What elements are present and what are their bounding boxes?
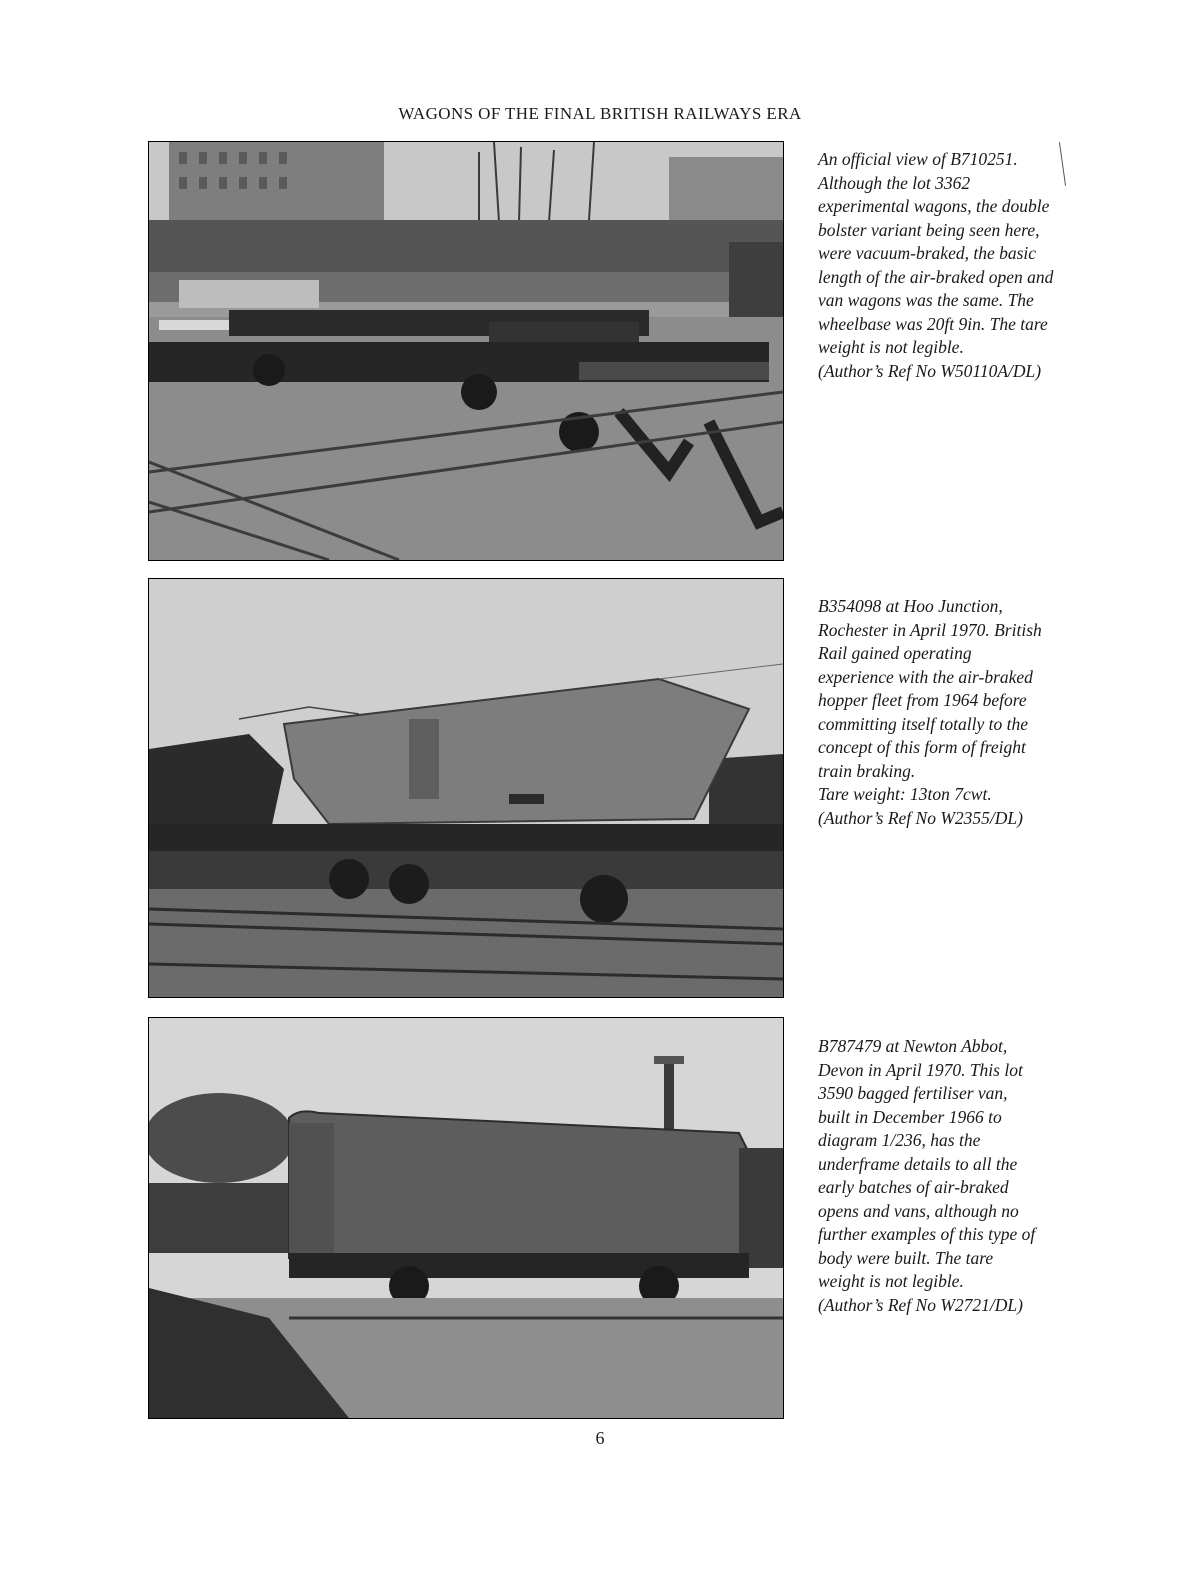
page-number: 6 <box>595 1428 605 1448</box>
caption-figure-3: B787479 at Newton Abbot, Devon in April 1970. This lot 3590 bagged fertiliser van, built in December 1966 to diagram 1/236, has the underframe details to all the early batches of air-braked opens and vans, although no further examples of this type of body were built. The tare weight is not legible. (Author’s Ref No W2721/DL) <box>818 1036 1036 1315</box>
page-title: WAGONS OF THE FINAL BRITISH RAILWAYS ERA <box>398 104 802 123</box>
caption-figure-2: B354098 at Hoo Junction, Rochester in April 1970. British Rail gained operating experience with the air-braked hopper fleet from 1964 before committing itself totally to the concept of this form of freight train braking. Tare weight: 13ton 7cwt. (Author’s Ref No W2355/DL) <box>818 596 1042 828</box>
photo-hopper-wagon <box>148 578 784 998</box>
photo-bolster-wagon <box>148 141 784 561</box>
photo-fertiliser-van <box>148 1017 784 1419</box>
caption-figure-1: An official view of B710251. Although the lot 3362 experimental wagons, the double bolster variant being seen here, were vacuum-braked, the basic length of the air-braked open and van wagons was the same. The wheelbase was 20ft 9in. The tare weight is not legible. (Author’s Ref No W50110A/DL) <box>818 149 1054 381</box>
